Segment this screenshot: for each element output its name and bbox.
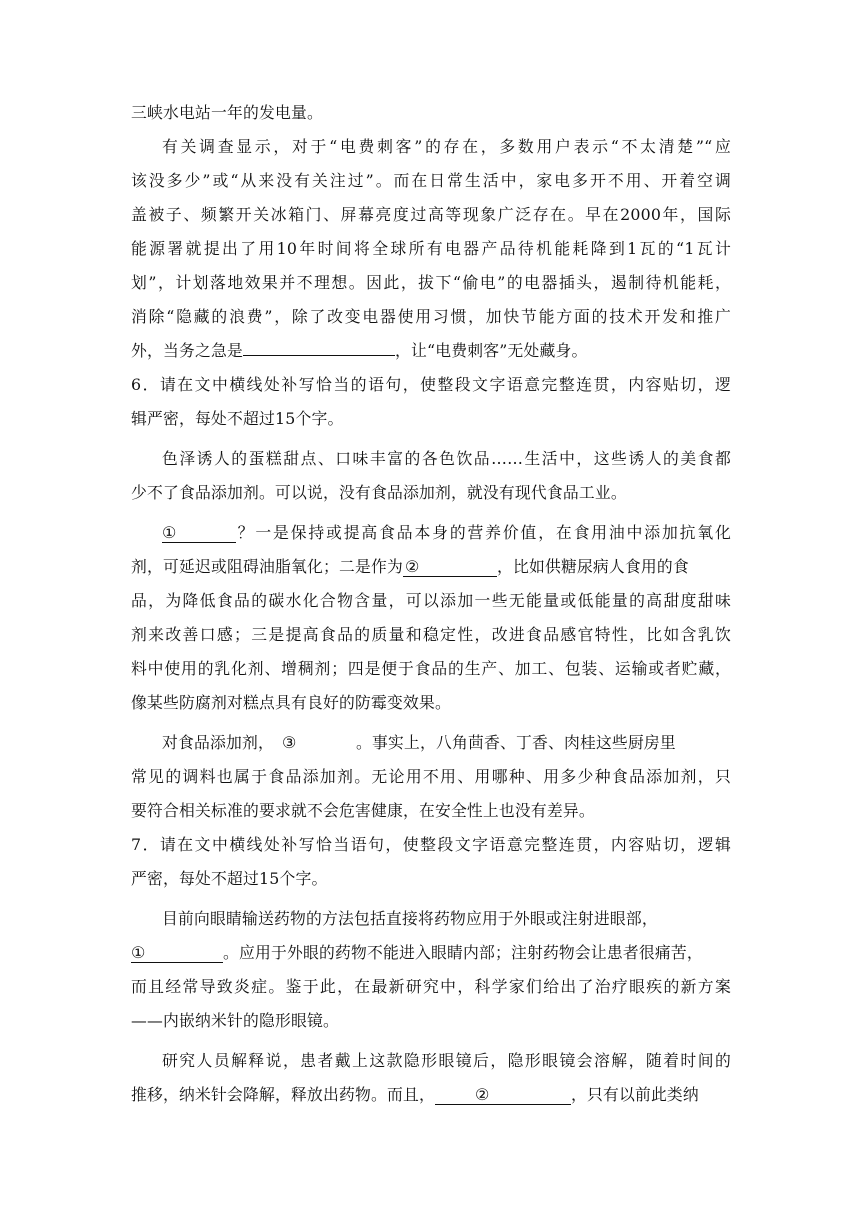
text-line: 有关调查显示，对于“电费刺客”的存在，多数用户表示“不太清楚”“应 bbox=[162, 137, 731, 156]
text-line bbox=[131, 516, 731, 550]
text-line bbox=[131, 936, 731, 970]
text-line bbox=[131, 550, 731, 584]
text-segment: 。事实上，八角茴香、丁香、肉桂这些厨房里 bbox=[355, 733, 676, 752]
text-line bbox=[131, 334, 731, 368]
answer-blank[interactable] bbox=[403, 556, 497, 577]
text-segment: ？一是保持或提高食品本身的营养价值，在食用油中添加抗氧化 bbox=[236, 523, 731, 542]
blank-number: ③ bbox=[281, 733, 297, 752]
blank-number: ② bbox=[404, 557, 420, 576]
answer-blank[interactable] bbox=[131, 942, 223, 963]
text-line: 能源署就提出了用10年时间将全球所有电器产品待机能耗降到1瓦的“1瓦计 bbox=[131, 239, 731, 258]
text-line: 该没多少”或“从来没有关注过”。而在日常生活中，家电多开不用、开着空调 bbox=[131, 171, 731, 190]
text-line: ——内嵌纳米针的隐形眼镜。 bbox=[131, 1011, 339, 1030]
text-line: 盖被子、频繁开关冰箱门、屏幕亮度过高等现象广泛存在。早在2000年，国际 bbox=[131, 205, 731, 224]
blank-number: ① bbox=[162, 523, 177, 542]
text-segment: ，只有以前此类纳 bbox=[570, 1085, 699, 1104]
text-line: 料中使用的乳化剂、增稠剂；四是便于食品的生产、加工、包装、运输或者贮藏， bbox=[131, 659, 731, 678]
text-segment: 。应用于外眼的药物不能进入眼睛内部；注射药物会让患者很痛苦， bbox=[223, 943, 703, 962]
text-line: 剂来改善口感；三是提高食品的质量和稳定性，改进食品感官特性，比如含乳饮 bbox=[131, 625, 731, 644]
document-page bbox=[131, 96, 731, 1112]
text-line bbox=[131, 726, 731, 760]
text-line: 划”，计划落地效果并不理想。因此，拔下“偷电”的电器插头，遏制待机能耗， bbox=[131, 273, 731, 292]
text-segment: 外，当务之急是 bbox=[131, 341, 243, 360]
text-line: 要符合相关标准的要求就不会危害健康，在安全性上也没有差异。 bbox=[131, 801, 595, 820]
text-line: 品，为降低食品的碳水化合物含量，可以添加一些无能量或低能量的高甜度甜味 bbox=[131, 591, 731, 610]
text-line: 三峡水电站一年的发电量。 bbox=[131, 103, 323, 122]
text-segment: 剂，可延迟或阻碍油脂氧化；二是作为 bbox=[131, 557, 403, 576]
blank-number: ② bbox=[474, 1085, 490, 1104]
text-line: 消除“隐藏的浪费”，除了改变电器使用习惯，加快节能方面的技术开发和推广 bbox=[131, 307, 731, 326]
text-line bbox=[131, 1078, 731, 1112]
answer-blank[interactable] bbox=[435, 1084, 571, 1105]
answer-blank[interactable] bbox=[243, 335, 395, 356]
question-7-stem: 严密，每处不超过15个字。 bbox=[131, 869, 328, 888]
text-segment: 推移，纳米针会降解，释放出药物。而且， bbox=[131, 1085, 435, 1104]
text-line: 像某些防腐剂对糕点具有良好的防霉变效果。 bbox=[131, 693, 451, 712]
question-6-stem: 6．请在文中横线处补写恰当的语句，使整段文字语意完整连贯，内容贴切，逻 bbox=[131, 375, 731, 394]
text-line: 色泽诱人的蛋糕甜点、口味丰富的各色饮品……生活中，这些诱人的美食都 bbox=[162, 449, 731, 468]
text-segment: ，让“电费刺客”无处藏身。 bbox=[394, 341, 588, 360]
blank-number: ① bbox=[131, 943, 146, 962]
text-line: 少不了食品添加剂。可以说，没有食品添加剂，就没有现代食品工业。 bbox=[131, 483, 627, 502]
text-line: 研究人员解释说，患者戴上这款隐形眼镜后，隐形眼镜会溶解，随着时间的 bbox=[162, 1051, 731, 1070]
text-segment: ，比如供糖尿病人食用的食 bbox=[496, 557, 689, 576]
answer-blank[interactable] bbox=[162, 522, 236, 543]
text-line: 而且经常导致炎症。鉴于此，在最新研究中，科学家们给出了治疗眼疾的新方案 bbox=[131, 977, 731, 996]
question-7-stem: 7．请在文中横线处补写恰当语句，使整段文字语意完整连贯，内容贴切，逻辑 bbox=[131, 835, 731, 854]
text-line: 常见的调料也属于食品添加剂。无论用不用、用哪种、用多少种食品添加剂，只 bbox=[131, 767, 731, 786]
text-line: 目前向眼睛输送药物的方法包括直接将药物应用于外眼或注射进眼部， bbox=[162, 909, 658, 928]
question-6-stem: 辑严密，每处不超过15个字。 bbox=[131, 409, 344, 428]
text-segment: 对食品添加剂， bbox=[162, 733, 274, 752]
